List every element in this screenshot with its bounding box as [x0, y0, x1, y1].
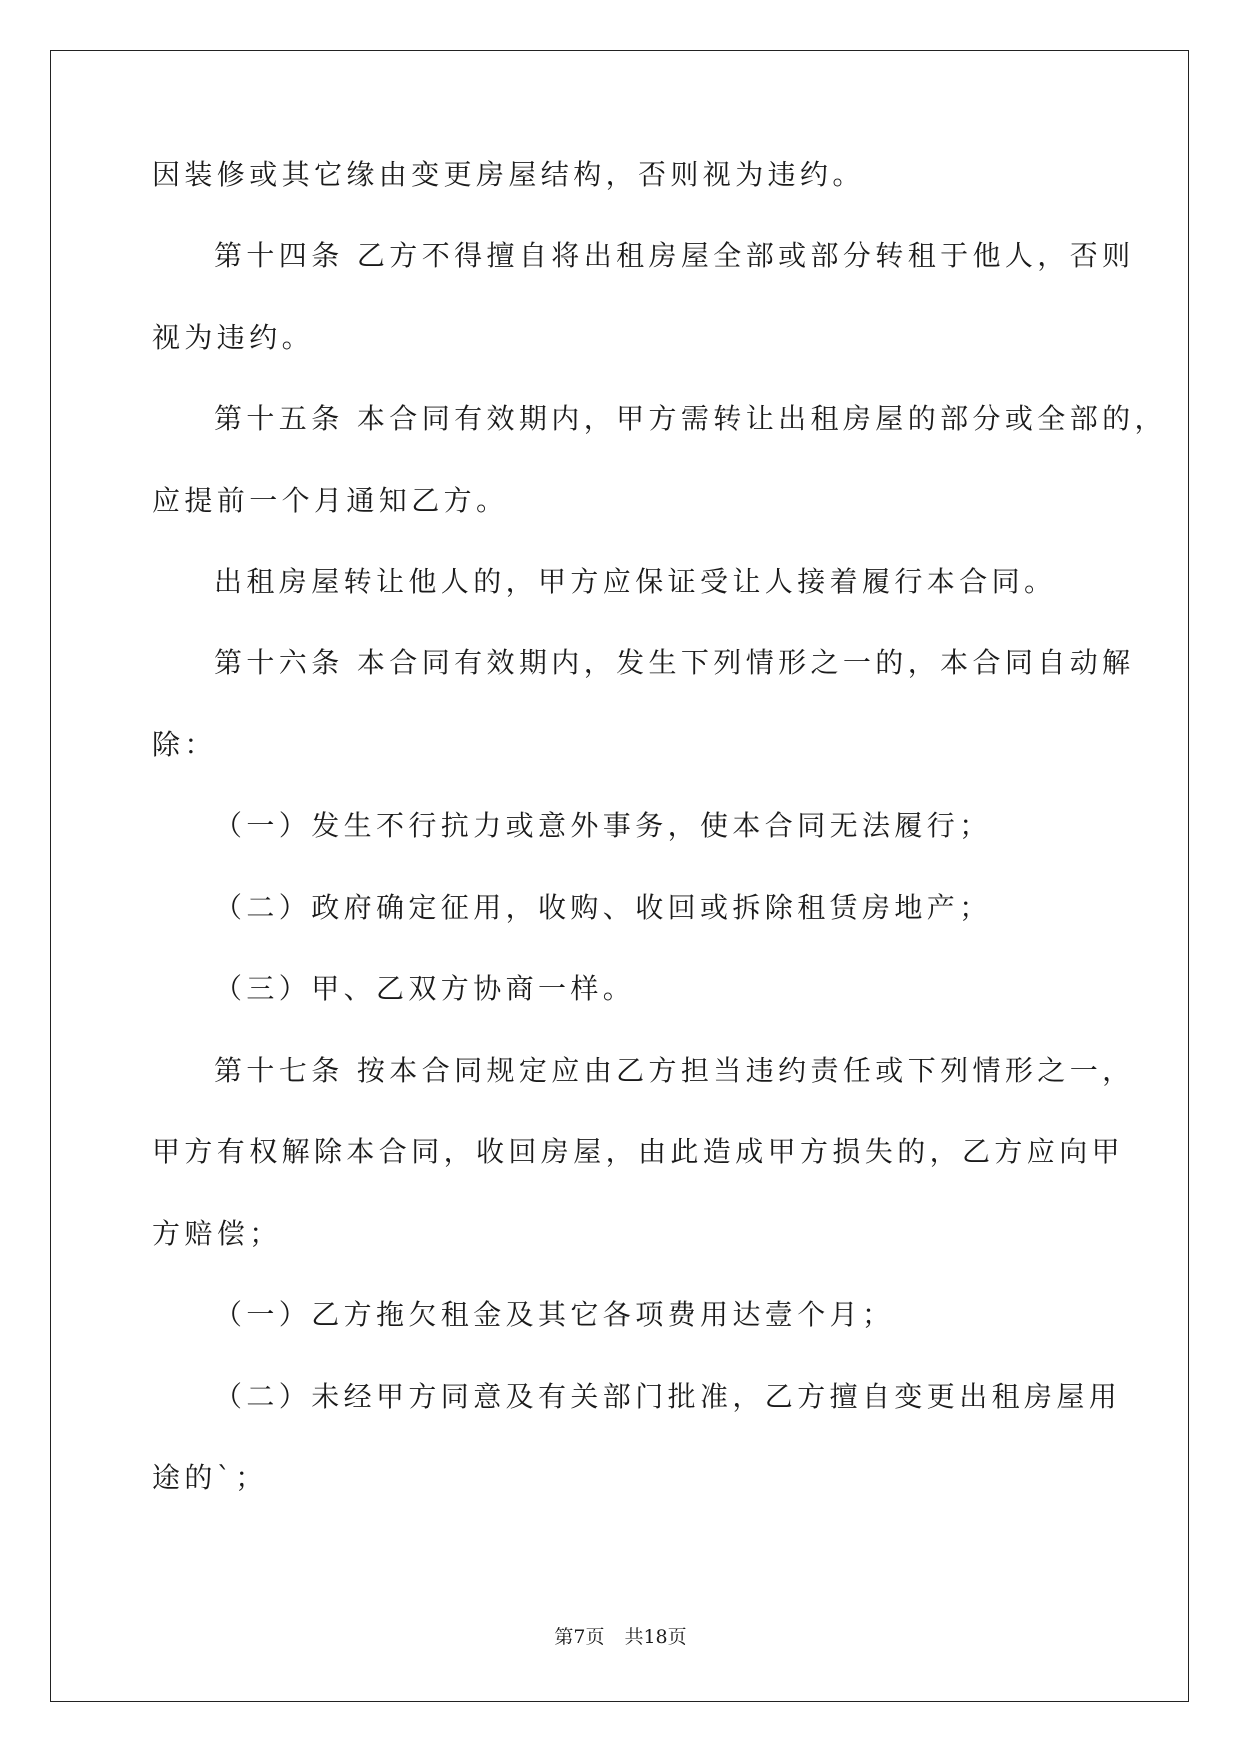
text-line: 应提前一个月通知乙方。 [152, 484, 509, 517]
text-line: （二）政府确定征用，收购、收回或拆除租赁房地产； [214, 891, 992, 924]
text-line: （一）发生不行抗力或意外事务，使本合同无法履行； [214, 809, 992, 842]
text-line: 除： [152, 728, 217, 761]
text-line: 视为违约。 [152, 321, 315, 354]
text-line: 第十七条 按本合同规定应由乙方担当违约责任或下列情形之一， [214, 1054, 1135, 1087]
text-line: 途的`； [152, 1461, 268, 1494]
text-line: 第十四条 乙方不得擅自将出租房屋全部或部分转租于他人，否则 [214, 239, 1135, 272]
text-line: 第十六条 本合同有效期内，发生下列情形之一的，本合同自动解 [214, 646, 1135, 679]
page-footer [0, 1622, 1241, 1649]
text-line: （一）乙方拖欠租金及其它各项费用达壹个月； [214, 1298, 895, 1331]
text-line: 第十五条 本合同有效期内，甲方需转让出租房屋的部分或全部的， [214, 402, 1167, 435]
text-line: 甲方有权解除本合同，收回房屋，由此造成甲方损失的，乙方应向甲 [152, 1135, 1125, 1168]
text-line: 方赔偿； [152, 1217, 282, 1250]
page-number-total: 共18页 [624, 1626, 687, 1648]
text-line: 因装修或其它缘由变更房屋结构，否则视为违约。 [152, 158, 865, 191]
text-line: （三）甲、乙双方协商一样。 [214, 972, 636, 1005]
text-line: 出租房屋转让他人的，甲方应保证受让人接着履行本合同。 [214, 565, 1057, 598]
text-line: （二）未经甲方同意及有关部门批准，乙方擅自变更出租房屋用 [214, 1380, 1122, 1413]
page-number-current: 第7页 [554, 1626, 605, 1648]
